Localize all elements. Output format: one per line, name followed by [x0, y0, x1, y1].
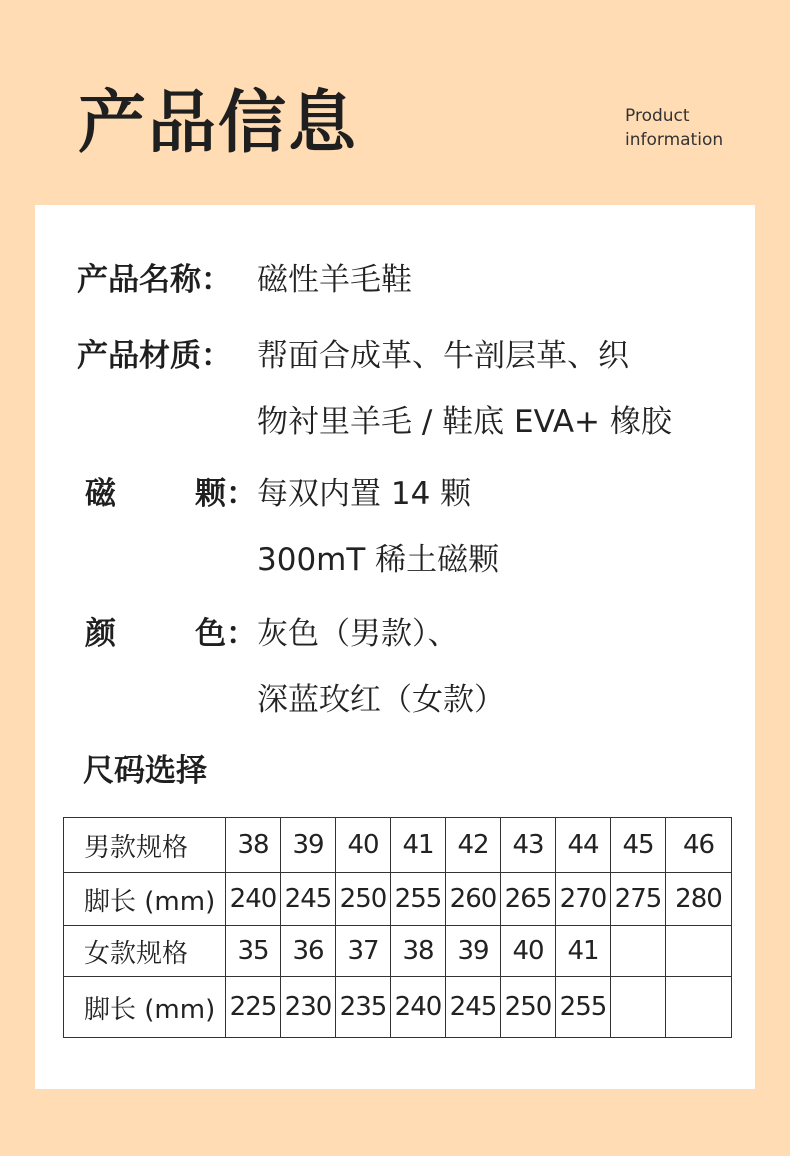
table-cell: 235 — [336, 977, 391, 1038]
table-cell: 40 — [501, 926, 556, 977]
row-header-men-size: 男款规格 — [64, 818, 226, 873]
table-cell: 40 — [336, 818, 391, 873]
color-label — [77, 601, 257, 667]
magnet-row — [77, 461, 499, 593]
product-name-value: 磁性羊毛鞋 — [257, 262, 412, 298]
row-header-women-foot-length: 脚长 (mm) — [64, 977, 226, 1038]
table-cell: 38 — [391, 926, 446, 977]
table-cell: 38 — [226, 818, 281, 873]
table-row — [64, 977, 732, 1038]
table-cell: 225 — [226, 977, 281, 1038]
table-cell: 245 — [446, 977, 501, 1038]
table-cell: 45 — [611, 818, 666, 873]
table-cell: 255 — [556, 977, 611, 1038]
table-cell: 280 — [666, 873, 732, 926]
product-material-row — [77, 323, 672, 455]
product-material-values — [257, 323, 672, 455]
product-name-values — [257, 247, 412, 313]
table-cell: 36 — [281, 926, 336, 977]
table-cell: 240 — [226, 873, 281, 926]
table-cell: 255 — [391, 873, 446, 926]
page-subtitle — [625, 104, 723, 152]
table-row — [64, 873, 732, 926]
table-cell: 41 — [391, 818, 446, 873]
table-cell — [611, 977, 666, 1038]
color-values — [257, 601, 505, 733]
subtitle-line-1: Product — [625, 106, 690, 126]
table-cell — [611, 926, 666, 977]
color-label-tail — [195, 601, 257, 667]
table-cell: 265 — [501, 873, 556, 926]
magnet-value-line2: 300mT 稀土磁颗 — [257, 542, 500, 578]
table-cell: 250 — [501, 977, 556, 1038]
table-cell: 35 — [226, 926, 281, 977]
table-cell — [666, 977, 732, 1038]
product-material-value-line2: 物衬里羊毛 / 鞋底 EVA+ 橡胶 — [257, 404, 672, 440]
table-cell: 43 — [501, 818, 556, 873]
magnet-label — [77, 461, 257, 527]
table-cell: 270 — [556, 873, 611, 926]
color-label-colon: ： — [226, 616, 257, 652]
magnet-label-tail — [195, 461, 257, 527]
table-cell: 245 — [281, 873, 336, 926]
subtitle-line-2: information — [625, 130, 724, 150]
color-value-line1: 灰色（男款）、 — [257, 616, 459, 652]
table-cell: 39 — [446, 926, 501, 977]
size-table — [63, 817, 732, 1038]
table-cell: 275 — [611, 873, 666, 926]
table-cell: 46 — [666, 818, 732, 873]
color-row — [77, 601, 505, 733]
color-value-line2: 深蓝玫红（女款） — [257, 682, 505, 718]
magnet-label-char2: 颗 — [195, 476, 226, 512]
color-label-char1: 颜 — [85, 616, 116, 652]
page-title: 产品信息 — [78, 84, 359, 163]
product-material-value-line1: 帮面合成革、牛剖层革、织 — [257, 338, 629, 374]
magnet-label-char1: 磁 — [85, 476, 116, 512]
product-material-label: 产品材质： — [77, 338, 232, 374]
magnet-values — [257, 461, 499, 593]
table-row — [64, 926, 732, 977]
table-cell: 260 — [446, 873, 501, 926]
table-row — [64, 818, 732, 873]
magnet-label-colon: ： — [226, 476, 257, 512]
table-cell: 39 — [281, 818, 336, 873]
product-name-label: 产品名称： — [77, 262, 232, 298]
table-cell: 42 — [446, 818, 501, 873]
table-cell: 37 — [336, 926, 391, 977]
info-card — [35, 205, 755, 1089]
product-name-row — [77, 247, 412, 313]
color-label-char2: 色 — [195, 616, 226, 652]
table-cell: 240 — [391, 977, 446, 1038]
table-cell: 250 — [336, 873, 391, 926]
table-cell — [666, 926, 732, 977]
magnet-value-line1: 每双内置 14 颗 — [257, 476, 472, 512]
table-cell: 44 — [556, 818, 611, 873]
row-header-men-foot-length: 脚长 (mm) — [64, 873, 226, 926]
table-cell: 41 — [556, 926, 611, 977]
size-section-title: 尺码选择 — [83, 753, 207, 789]
row-header-women-size: 女款规格 — [64, 926, 226, 977]
table-cell: 230 — [281, 977, 336, 1038]
